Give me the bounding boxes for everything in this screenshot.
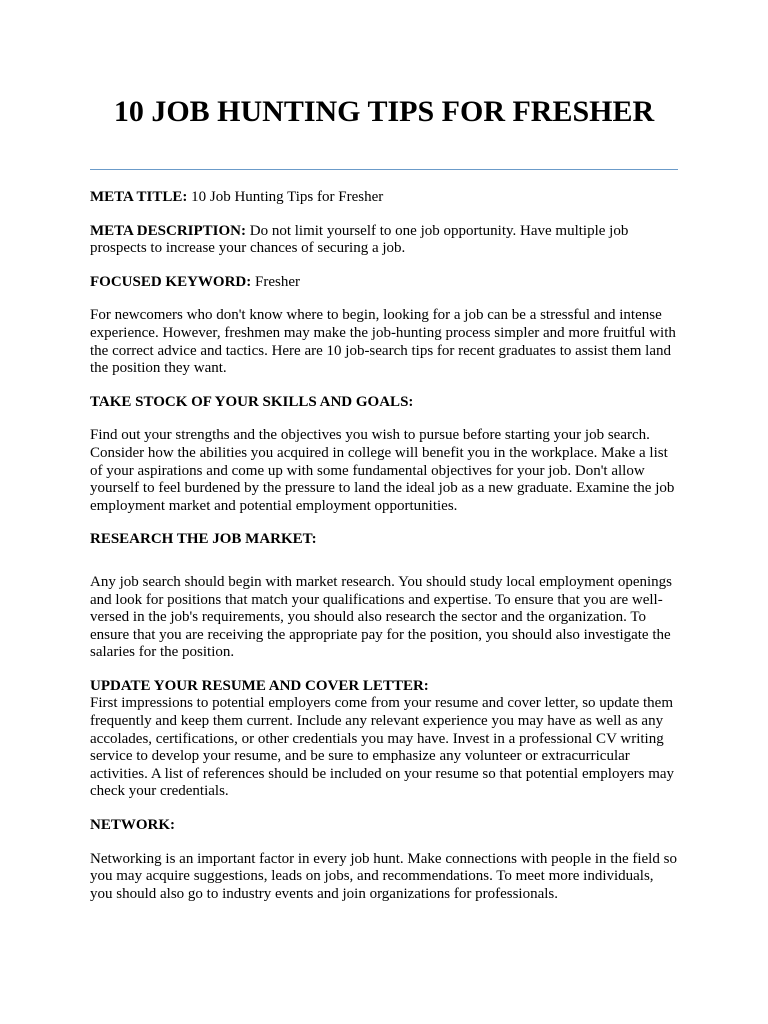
section-heading-network: NETWORK:: [90, 817, 176, 834]
meta-description-label: META DESCRIPTION:: [90, 222, 246, 239]
document-title: 10 JOB HUNTING TIPS FOR FRESHER: [113, 95, 655, 128]
document-body: [90, 189, 678, 903]
meta-description-line: [90, 223, 678, 258]
section-heading-research: RESEARCH THE JOB MARKET:: [90, 531, 317, 548]
focused-keyword-value: Fresher: [251, 273, 301, 290]
section-body-resume: First impressions to potential employers come from your resume and cover letter, so update them frequently and keep them current. Include any relevant experience you may have as well as any accolades, certifications, or other credentials you may have. Invest in a professional CV writing service to develop your resume, and be sure to emphasize any volunteer or extracurricular activities. A list of references should be included on your resume so that potential employers may check your credentials.: [90, 695, 675, 800]
section-heading-skills: TAKE STOCK OF YOUR SKILLS AND GOALS:: [90, 393, 414, 410]
focused-keyword-line: [90, 274, 678, 292]
section-body-skills: Find out your strengths and the objectives you wish to pursue before starting your job search. Consider how the abilities you acquired in college will benefit you in the workplace. Make a list of your aspirations and come up with some fundamental objectives for your job. Don't allow yourself to feel burdened by the pressure to land the ideal job as a new graduate. Examine the job employment market and potential employment opportunities.: [90, 427, 675, 514]
section-body-network: Networking is an important factor in every job hunt. Make connections with people in the field so you may acquire suggestions, leads on jobs, and recommendations. To meet more individuals, you should also go to industry events and join organizations for professionals.: [90, 850, 677, 902]
meta-title-line: [90, 189, 678, 207]
meta-description-value: Do not limit yourself to one job opportunity. Have multiple job prospects to increase your chances of securing a job.: [90, 222, 629, 257]
section-body-research: Any job search should begin with market research. You should study local employment openings and look for positions that match your qualifications and expertise. To ensure that you are well-versed in the job's requirements, you should also research the sector and the organization. To ensure that you are receiving the appropriate pay for the position, you should also investigate the salaries for the position.: [90, 573, 672, 661]
title-divider: [90, 169, 678, 170]
focused-keyword-label: FOCUSED KEYWORD:: [90, 273, 252, 290]
intro-paragraph: For newcomers who don't know where to begin, looking for a job can be a stressful and intense experience. However, freshmen may make the job-hunting process simpler and more fruitful with the correct advice and tactics. Here are 10 job-search tips for recent graduates to assist them land the position they want.: [90, 307, 676, 377]
meta-title-value: 10 Job Hunting Tips for Fresher: [187, 189, 384, 205]
meta-title-label: META TITLE:: [90, 189, 188, 205]
section-heading-resume: UPDATE YOUR RESUME AND COVER LETTER:: [90, 677, 429, 694]
